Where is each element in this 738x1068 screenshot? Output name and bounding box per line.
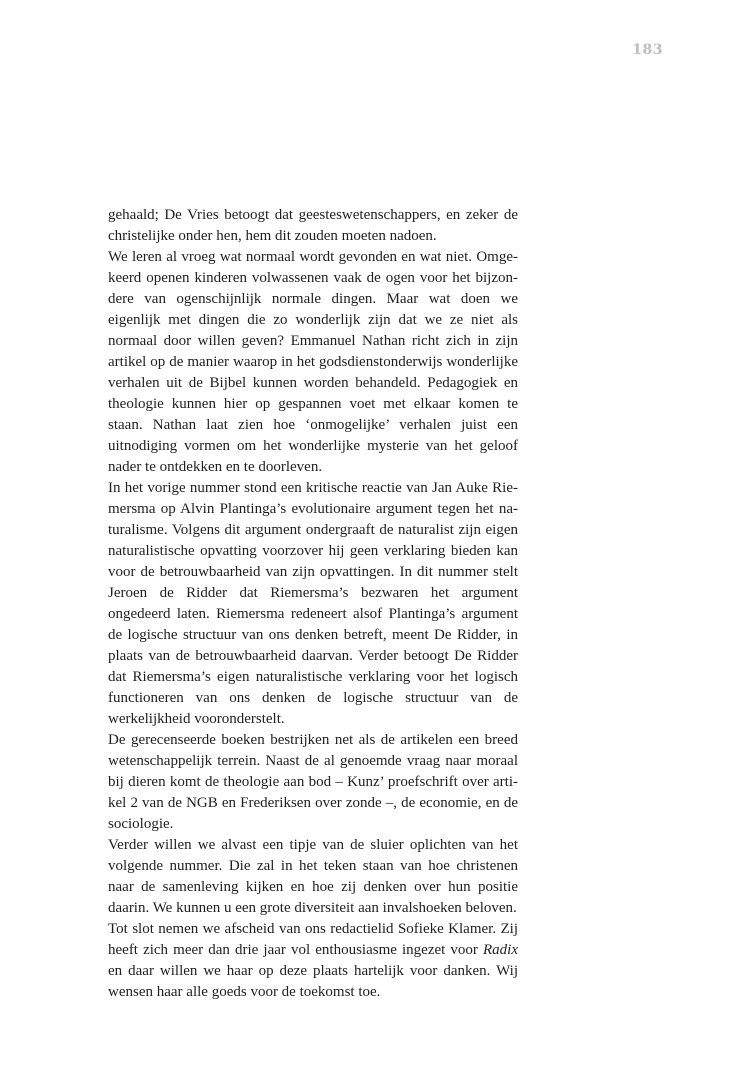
paragraph-2 [108, 247, 518, 478]
paragraph-6 [108, 919, 518, 1003]
paragraph-text: Verder willen we alvast een tipje van de sluier oplichten van het volgende nummer. Die zal in het teken staan van hoe christenen naar de samenleving kijken en hoe zij denken over hun positie daarin. We kunnen u een grote diversiteit aan invalshoeken beloven. [108, 837, 518, 916]
body-text [108, 205, 518, 1003]
paragraph-text: en daar willen we haar op deze plaats hartelijk voor danken. Wij wensen haar alle goeds voor de toekomst toe. [108, 963, 518, 1000]
journal-title: Radix [483, 942, 518, 958]
paragraph-4 [108, 730, 518, 835]
paragraph-text: We leren al vroeg wat normaal wordt gevonden en wat niet. Omgekeerd openen kinderen volwassenen vaak de ogen voor het bijzondere van ogenschijnlijk normale dingen. Maar wat doen we eigenlijk met dingen die zo wonderlijk zijn dat we ze niet als normaal door willen geven? Emmanuel Nathan richt zich in zijn artikel op de manier waarop in het godsdienstonderwijs wonderlijke verhalen uit de Bijbel kunnen worden behandeld. Pedagogiek en theologie kunnen hier op gespannen voet met elkaar komen te staan. Nathan laat zien hoe ‘onmogelijke’ verhalen juist een uitnodiging vormen om het wonderlijke mysterie van het geloof nader te ontdekken en te doorleven. [108, 249, 518, 475]
paragraph-1 [108, 205, 518, 247]
paragraph-3 [108, 478, 518, 730]
paragraph-text: Tot slot nemen we afscheid van ons redactielid Sofieke Klamer. Zij heeft zich meer dan drie jaar vol enthousiasme ingezet voor [108, 921, 518, 958]
paragraph-5 [108, 835, 518, 919]
paragraph-text: In het vorige nummer stond een kritische reactie van Jan Auke Riemersma op Alvin Plantinga’s evolutionaire argument tegen het naturalisme. Volgens dit argument ondergraaft de naturalist zijn eigen naturalistische opvatting voorzover hij geen verklaring bieden kan voor de betrouwbaarheid van zijn opvattingen. In dit nummer stelt Jeroen de Ridder dat Riemersma’s bezwaren het argument ongedeerd laten. Riemersma redeneert alsof Plantinga’s argument de logische structuur van ons denken betreft, meent De Ridder, in plaats van de betrouwbaarheid daarvan. Verder betoogt De Ridder dat Riemersma’s eigen naturalistische verklaring voor het logisch functioneren van ons denken de logische structuur van de werkelijkheid vooronderstelt. [108, 480, 518, 727]
paragraph-text: De gerecenseerde boeken bestrijken net als de artikelen een breed wetenschappelijk terrein. Naast de al genoemde vraag naar moraal bij dieren komt de theologie aan bod – Kunz’ proefschrift over artikel 2 van de NGB en Frederiksen over zonde –, de economie, en de sociologie. [108, 732, 518, 832]
page-number: 183 [632, 42, 663, 58]
paragraph-text: gehaald; De Vries betoogt dat geesteswetenschappers, en zeker de christelijke onder hen, hem dit zouden moeten nadoen. [108, 207, 518, 244]
